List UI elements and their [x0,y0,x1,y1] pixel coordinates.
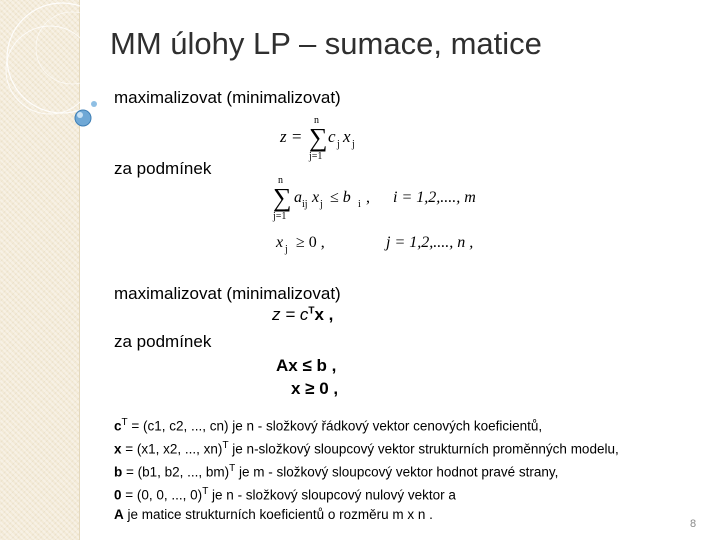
constraint-label-matrix: za podmínek [114,332,212,351]
svg-text:≤ b: ≤ b [330,189,351,206]
constraint-label: za podmínek [114,159,212,178]
legend-block [114,413,619,525]
svg-text:c: c [328,127,336,146]
svg-text:∑: ∑ [273,183,292,212]
nonnegativity-formula-matrix: x ≥ 0 , [291,379,339,398]
legend-line-b: b = (b1, b2, ..., bm)$^T$ je m - složkový sloupcový vektor hodnot pravé strany, [114,463,559,480]
svg-text:i = 1,2,...., m: i = 1,2,...., m [393,189,476,206]
svg-text:j=1: j=1 [273,211,287,222]
svg-text:,: , [366,189,370,206]
svg-text:j: j [320,199,323,210]
slide-title: MM úlohy LP – sumace, matice [110,26,542,61]
constraint-formula [272,172,492,224]
page-number: 8 [690,518,697,530]
objective-label: maximalizovat (minimalizovat) [114,88,341,107]
objective-formula [276,112,376,164]
svg-text:i: i [358,199,361,210]
legend-line-a: A je matice strukturních koeficientů o rozměru m x n . [114,507,433,522]
svg-text:j: j [352,139,355,150]
svg-text:a: a [294,189,302,206]
svg-text:n: n [278,175,283,186]
svg-text:j: j [285,244,288,255]
legend-line-c: $c^T = (c1$, c2, ..., cn) je n - složkový řádkový vektor cenových koeficientů, [114,417,543,434]
svg-text:j=1: j=1 [309,151,323,162]
legend-line-x: x = (x1, x2, ..., xn)$^T$ je n-složkový sloupcový vektor strukturních proměnných modelu, [114,440,619,457]
decorative-circles-icon [0,0,140,150]
objective-label-matrix: maximalizovat (minimalizovat) [114,284,341,303]
svg-text:n: n [314,115,319,126]
legend-line-zero: 0 = (0, 0, ..., 0)$^T$ je n - složkový sloupcový nulový vektor a [114,486,456,503]
svg-text:x: x [312,189,320,206]
nonnegativity-formula [272,225,502,257]
svg-text:x: x [276,234,284,251]
svg-text:z =: z = [280,127,303,146]
objective-formula-matrix: $z = c^Tx$ , [272,305,334,324]
svg-text:j = 1,2,...., n ,: j = 1,2,...., n , [386,234,474,251]
svg-text:≥ 0 ,: ≥ 0 , [296,234,325,251]
constraint-formula-matrix: Ax ≤ b , [276,356,337,375]
svg-text:ij: ij [302,199,308,210]
svg-text:x: x [343,127,351,146]
svg-text:j: j [337,139,340,150]
svg-text:∑: ∑ [309,123,328,152]
